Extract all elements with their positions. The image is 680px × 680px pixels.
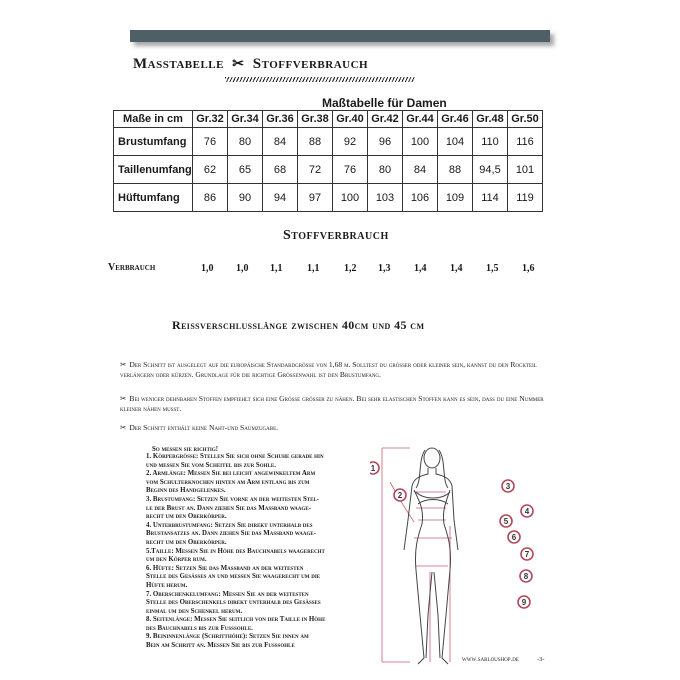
marker-2 bbox=[394, 489, 406, 501]
instruction-line: recht um den Oberkörper. bbox=[146, 538, 227, 546]
table-title: Maßtabelle für Damen bbox=[322, 96, 447, 110]
verbrauch-value: 1,1 bbox=[307, 263, 320, 274]
marker-3 bbox=[502, 480, 514, 492]
size-header: Gr.42 bbox=[368, 111, 403, 128]
table-cell: 97 bbox=[298, 184, 333, 212]
row-label: Brustumfang bbox=[114, 128, 193, 156]
table-cell: 103 bbox=[368, 184, 403, 212]
verbrauch-value: 1,4 bbox=[450, 263, 463, 274]
instruction-line: 1. Körpergrösse: Stellen Sie sich ohne Schuhe gerade hin bbox=[146, 453, 324, 460]
instruction-line: vom Schulterknochen hinten am Arm entlang bis zum bbox=[146, 478, 310, 486]
instruction-line: le der Brust an. Dann ziehen Sie das Massband waage- bbox=[146, 504, 312, 512]
instruction-line: einmal um den Schenkel herum. bbox=[146, 607, 243, 615]
table-cell: 72 bbox=[298, 156, 333, 184]
marker-9 bbox=[518, 596, 530, 608]
page-number: -3- bbox=[537, 656, 545, 663]
table-cell: 110 bbox=[473, 128, 508, 156]
title-left: Masstabelle bbox=[133, 56, 224, 72]
table-cell: 62 bbox=[193, 156, 228, 184]
instruction-line: 3. Brustumfang: Setzen Sie vorne an der weitesten Stel- bbox=[146, 495, 320, 503]
marker-label: 1 bbox=[370, 464, 376, 473]
size-header: Gr.46 bbox=[438, 111, 473, 128]
table-cell: 65 bbox=[228, 156, 263, 184]
table-cell: 92 bbox=[333, 128, 368, 156]
instruction-line: 9. Beininnenlänge (Schritthöhe): Setzen Sie innen am bbox=[146, 633, 309, 641]
marker-label: 5 bbox=[503, 517, 509, 526]
marker-5 bbox=[500, 515, 512, 527]
instruction-line: recht um den Oberkörper. bbox=[146, 513, 227, 521]
table-cell: 80 bbox=[228, 128, 263, 156]
size-header: Gr.34 bbox=[228, 111, 263, 128]
note-stretch bbox=[120, 394, 545, 414]
body-figure bbox=[370, 440, 560, 670]
row-label: Hüftumfang bbox=[114, 184, 193, 212]
header-bar bbox=[130, 30, 550, 42]
scissors-icon: ✂ bbox=[232, 57, 245, 72]
table-cell: 84 bbox=[263, 128, 298, 156]
instruction-line: Bein am Schritt an. Messen Sie bis zur Fusssohle bbox=[146, 642, 295, 650]
title-right: Stoffverbrauch bbox=[252, 56, 369, 72]
measure-lines bbox=[382, 448, 452, 662]
marker-label: 3 bbox=[505, 482, 511, 491]
marker-6 bbox=[508, 531, 520, 543]
table-cell: 76 bbox=[193, 128, 228, 156]
instruction-line: 8. Seitenlänge: Messen Sie seitlich von der Taille in Höhe bbox=[146, 616, 326, 624]
marker-label: 9 bbox=[521, 598, 527, 607]
note-standard bbox=[120, 360, 545, 380]
table-cell: 116 bbox=[508, 128, 543, 156]
table-cell: 106 bbox=[403, 184, 438, 212]
marker-label: 2 bbox=[397, 491, 403, 500]
table-cell: 86 bbox=[193, 184, 228, 212]
table-cell: 90 bbox=[228, 184, 263, 212]
marker-label: 6 bbox=[511, 533, 517, 542]
zipper-length: Reissverschlusslänge zwischen 40cm und 45 cm bbox=[172, 318, 425, 332]
table-cell: 84 bbox=[403, 156, 438, 184]
instruction-line: 7. Oberschenkelumfang: Messen Sie an der weitesten bbox=[146, 590, 309, 598]
size-header: Gr.32 bbox=[193, 111, 228, 128]
verbrauch-value: 1,6 bbox=[522, 263, 535, 274]
size-header: Gr.50 bbox=[508, 111, 543, 128]
instruction-line: 4. Unterbrustumfang: Setzen Sie direkt unterhalb des bbox=[146, 521, 313, 529]
table-cell: 109 bbox=[438, 184, 473, 212]
instruction-line: Beginn des Handgelenkes. bbox=[146, 487, 226, 495]
marker-7 bbox=[521, 548, 533, 560]
marker-label: 4 bbox=[524, 507, 530, 516]
scissors-icon: ✂ bbox=[120, 394, 127, 403]
instruction-line: des Bauchnabels bis zur Fusssohle. bbox=[146, 624, 253, 632]
table-row bbox=[114, 128, 543, 156]
header-label: Maße in cm bbox=[114, 111, 193, 128]
note-text: Bei weniger dehnbaren Stoffen empfiehlt sich eine Grösse grösser zu nähen. Bei sehr elastischen Stoffen kann es sein, dass du eine Nummer kleiner nähen musst. bbox=[120, 394, 544, 413]
instruction-line: 5.Taille: Messen Sie in Höhe des Bauchnabels waagerecht bbox=[146, 547, 325, 555]
instruction-line: Stelle des Gesässes an und messen Sie waagerecht um die bbox=[146, 573, 321, 581]
note-text: Der Schnitt ist ausgelegt auf die europäische Standardgrösse von 1,68 m. Solltest du grösser oder kleiner sein, kannst du den Rockteil verlängern oder kürzen. Grundlage für die richtige Grössenwahl ist den Brustumfang. bbox=[120, 360, 537, 379]
size-table-body bbox=[114, 128, 543, 212]
size-header: Gr.48 bbox=[473, 111, 508, 128]
marker-1 bbox=[370, 462, 379, 474]
verbrauch-value: 1,0 bbox=[236, 263, 249, 274]
verbrauch-value: 1,5 bbox=[486, 263, 499, 274]
table-cell: 68 bbox=[263, 156, 298, 184]
instruction-line: 2. Armlänge: Messen Sie bei leicht angewinkeltem Arm bbox=[146, 470, 316, 478]
verbrauch-value: 1,0 bbox=[201, 263, 214, 274]
verbrauch-value: 1,4 bbox=[414, 263, 427, 274]
size-header: Gr.44 bbox=[403, 111, 438, 128]
table-cell: 88 bbox=[298, 128, 333, 156]
marker-8 bbox=[520, 570, 532, 582]
footer-site: www.sarloushop.de bbox=[462, 656, 519, 663]
table-cell: 100 bbox=[333, 184, 368, 212]
table-row bbox=[114, 156, 543, 184]
table-cell: 88 bbox=[438, 156, 473, 184]
table-cell: 104 bbox=[438, 128, 473, 156]
instruction-line: und messen Sie vom Scheitel bis zur Sohle. bbox=[146, 461, 276, 469]
size-header: Gr.40 bbox=[333, 111, 368, 128]
measure-title: So messen sie richtig! bbox=[152, 446, 219, 453]
row-label: Taillenumfang bbox=[114, 156, 193, 184]
measure-instructions bbox=[146, 453, 371, 651]
table-cell: 76 bbox=[333, 156, 368, 184]
instruction-line: Stelle des Oberschenkels direkt unterhalb des Gesässes bbox=[146, 599, 321, 607]
marker-4 bbox=[521, 505, 533, 517]
size-table-header bbox=[114, 111, 543, 128]
note-text: Der Schnitt enthält keine Naht-und Saumzugabe. bbox=[129, 423, 279, 432]
table-cell: 100 bbox=[403, 128, 438, 156]
hatch-divider bbox=[225, 77, 415, 82]
verbrauch-value: 1,1 bbox=[270, 263, 283, 274]
marker-label: 7 bbox=[524, 550, 530, 559]
size-table bbox=[113, 110, 543, 212]
instruction-line: Hüfte herum. bbox=[146, 581, 188, 589]
page-title bbox=[133, 56, 368, 73]
scissors-icon: ✂ bbox=[120, 360, 127, 369]
note-seam bbox=[120, 423, 545, 433]
instruction-line: 6. Hüfte: Setzen Sie das Massband an der weitesten bbox=[146, 564, 304, 572]
table-cell: 114 bbox=[473, 184, 508, 212]
size-header: Gr.36 bbox=[263, 111, 298, 128]
scissors-icon: ✂ bbox=[120, 423, 127, 432]
size-header: Gr.38 bbox=[298, 111, 333, 128]
table-cell: 119 bbox=[508, 184, 543, 212]
table-row bbox=[114, 184, 543, 212]
marker-label: 8 bbox=[523, 572, 529, 581]
table-cell: 96 bbox=[368, 128, 403, 156]
stoff-title: Stoffverbrauch bbox=[283, 228, 389, 243]
table-cell: 94,5 bbox=[473, 156, 508, 184]
verbrauch-value: 1,2 bbox=[344, 263, 357, 274]
verbrauch-label: Verbrauch bbox=[108, 262, 156, 273]
table-cell: 80 bbox=[368, 156, 403, 184]
instruction-line: Brustansatzes an. Dann ziehen Sie das Massband waage- bbox=[146, 530, 316, 538]
verbrauch-value: 1,3 bbox=[378, 263, 391, 274]
instruction-line: um den Körper rum. bbox=[146, 556, 207, 564]
table-cell: 94 bbox=[263, 184, 298, 212]
table-cell: 101 bbox=[508, 156, 543, 184]
